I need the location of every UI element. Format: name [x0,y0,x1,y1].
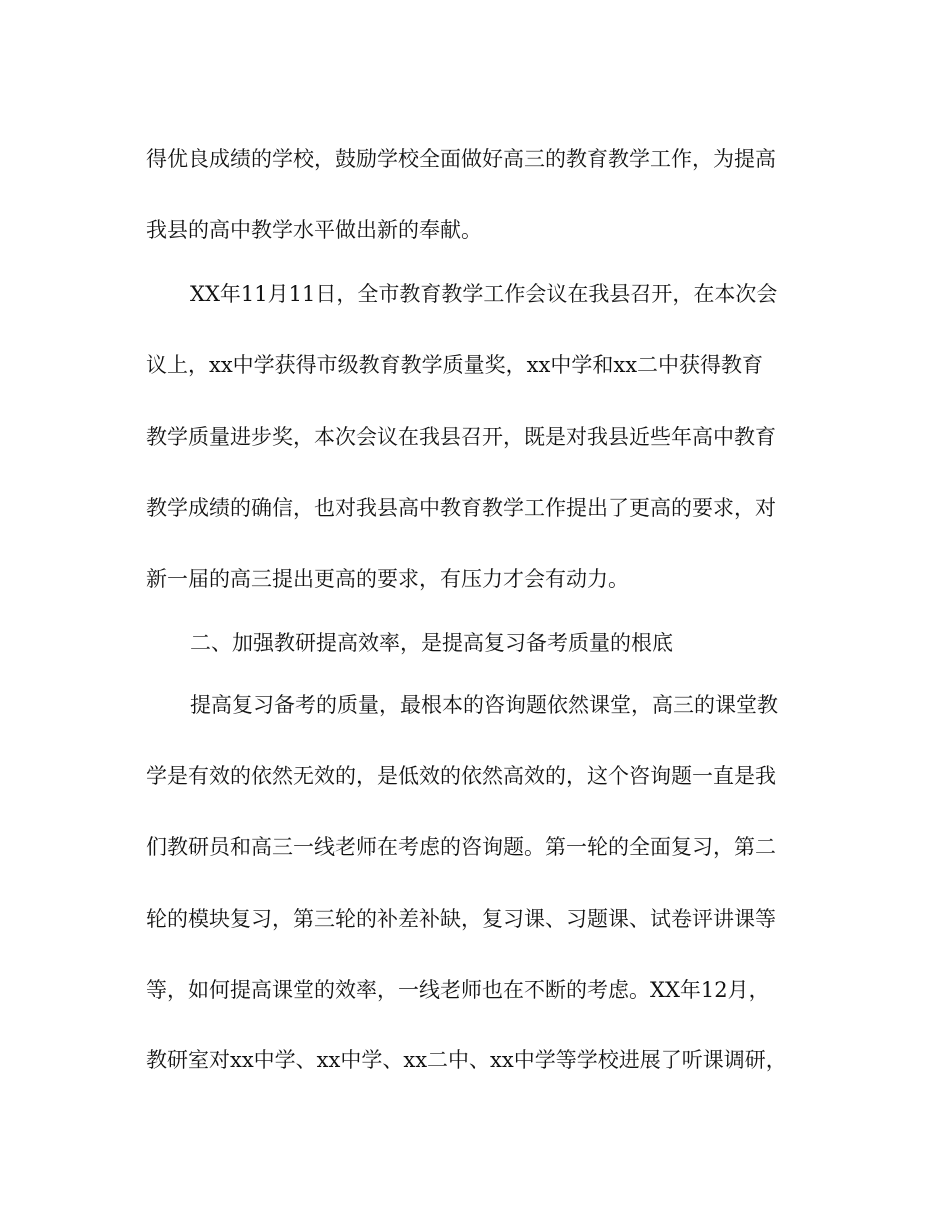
text-line-10: 学是有效的依然无效的，是低效的依然高效的，这个咨询题一直是我 [146,764,776,788]
text-line-13: 等，如何提高课堂的效率，一线老师也在不断的考虑。XX年12月， [146,978,770,1002]
paragraph-line-3: XX年11月11日，全市教育教学工作会议在我县召开，在本次会 [190,282,778,306]
text-line-2: 我县的高中教学水平做出新的奉献。 [146,218,482,242]
paragraph-line-9: 提高复习备考的质量，最根本的咨询题依然课堂，高三的课堂教 [190,693,778,717]
text-line-1: 得优良成绩的学校，鼓励学校全面做好高三的教育教学工作，为提高 [146,147,776,171]
section-heading: 二、加强教研提高效率，是提高复习备考质量的根底 [190,631,673,655]
text-line-6: 教学成绩的确信，也对我县高中教育教学工作提出了更高的要求，对 [146,496,776,520]
text-line-5: 教学质量进步奖，本次会议在我县召开，既是对我县近些年高中教育 [146,425,776,449]
text-line-4: 议上，xx中学获得市级教育教学质量奖，xx中学和xx二中获得教育 [146,353,764,377]
text-line-11: 们教研员和高三一线老师在考虑的咨询题。第一轮的全面复习，第二 [146,835,776,859]
text-line-14: 教研室对xx中学、xx中学、xx二中、xx中学等学校进展了听课调研， [146,1048,787,1072]
text-line-12: 轮的模块复习，第三轮的补差补缺，复习课、习题课、试卷评讲课等 [146,907,776,931]
text-line-7: 新一届的高三提出更高的要求，有压力才会有动力。 [146,567,629,591]
